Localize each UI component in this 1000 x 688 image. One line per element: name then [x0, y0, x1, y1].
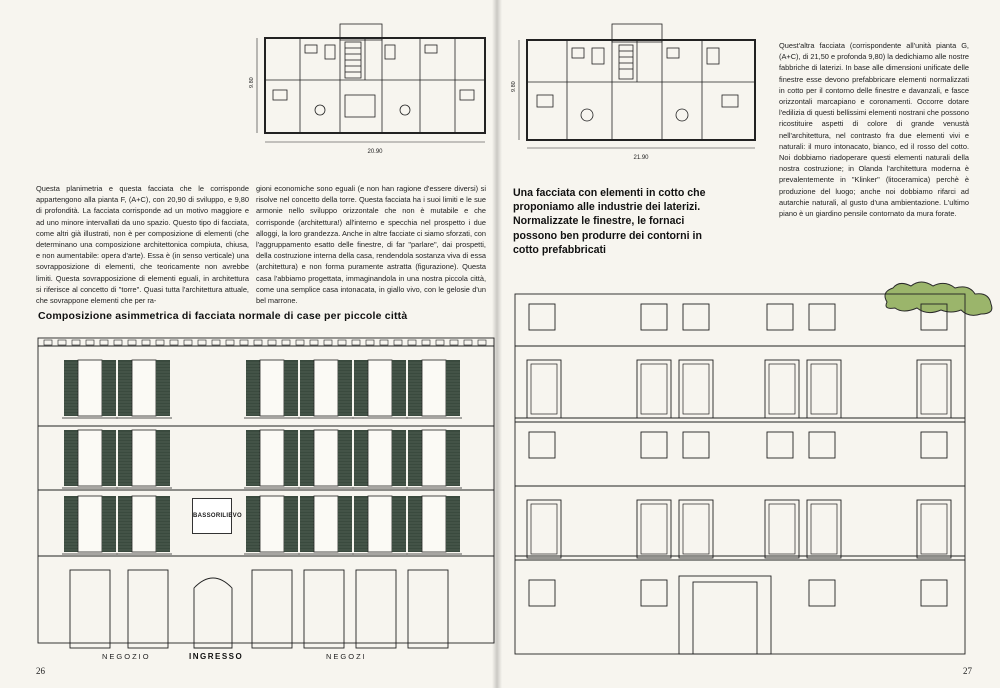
facade-drawing-left	[36, 330, 496, 650]
book-gutter	[492, 0, 502, 688]
facade-drawing-right	[513, 290, 973, 660]
page-number-right: 27	[963, 666, 972, 676]
page-number-left: 26	[36, 666, 45, 676]
body-text-col2: gioni economiche sono eguali (e non han ragione d'essere diversi) si risolve nel concetto della torre. Questa facciata ha i suoi limiti e le sue armonie nello sviluppo orizzontale che non è mutabile e che corrisponde (architettura!) all'interno e specchia nel prospetto i due alloggi, la loro grandezza. Anche in altre facciate ci siamo sforzati, con l'aggruppamento esatto delle finestre, di far "parlare", dai prospetti, della costruzione interna della casa, rendendola sostanza viva di essa (architettura) e non forma puramente astratta (figurazione). Questa casa l'abbiamo progettata, immaginandola in una nostra piccola città, come una semplice casa intonacata, in giallo vivo, con le gelosie d'un bel marrone.	[256, 184, 486, 306]
label-shops: NEGOZI	[326, 652, 367, 661]
left-page	[0, 0, 497, 688]
facade-title: Composizione asimmetrica di facciata normale di case per piccole città	[38, 310, 408, 322]
floor-plan-f	[245, 20, 495, 165]
plan-g-width-label: 21.90	[633, 155, 649, 161]
label-entrance: INGRESSO	[189, 652, 244, 661]
body-text-right: Quest'altra facciata (corrispondente all'unità pianta G, (A+C), di 21,50 e profonda 9,80) la dedichiamo alle nostre fabbriche di laterizi. In base alle dimensioni unificate delle finestre esse devono prefabbricare elementi normalizzati in cotto per il contorno delle finestre e davanzali, e fasce orizzontali marcapiano e coronamenti. Occorre dotare l'edilizia di questi bellissimi elementi nostrani che possono ricostituire aspetti di colore di grande venustà nell'architettura, nel contrasto fra due elementi vivi e naturali: il muro intonacato, bianco, ed il rosso del cotto. Noi dobbiamo riadoperare questi elementi naturali della nostra costruzione; in Olanda l'architettura moderna è prevalentemente in "Klinker" (litoceramica) perchè è produzione del luogo; anche noi dobbiamo rifarci ad autarchie naturali, al gusto d'una ambientazione. L'ultimo piano è un giardino pensile contornato da mura forate.	[779, 41, 970, 219]
label-shop: NEGOZIO	[102, 652, 151, 661]
body-text-col1: Questa planimetria e questa facciata che le corrisponde appartengono alla pianta F, (A+C), con 20,90 di sviluppo, e 9,80 di profondità. La facciata corrisponde ad un motivo maggiore e ad uno minore intervallati da uno spazio. Questo tipo di facciata, come altri già illustrati, non è per composizione di elementi (che determinano una composizione architettonica compiuta, chiusa, e non aumentabile: opera d'arte). Essa è (in senso verticale) una sovrapposizione di elementi, che teoricamente non avrebbe limiti. Questa sovrapposizione di elementi eguali, in architettura si riferisce al concetto di "torre". Quasi tutta l'architettura attuale, che sovrappone elementi che per ra-	[36, 184, 249, 306]
headline: Una facciata con elementi in cotto che proponiamo alle industrie dei laterizi. Normalizzate le finestre, le fornaci possono ben produrre dei contorni in cotto prefabbricati	[513, 187, 706, 256]
plan-depth-label: 9.80	[249, 77, 255, 88]
bassorilievo-sign: BASSORILIEVO	[192, 498, 232, 534]
floor-plan-g	[507, 20, 762, 165]
plan-g-depth-label: 9.80	[511, 81, 517, 92]
plan-width-label: 20.90	[367, 149, 383, 155]
right-page	[497, 0, 1000, 688]
